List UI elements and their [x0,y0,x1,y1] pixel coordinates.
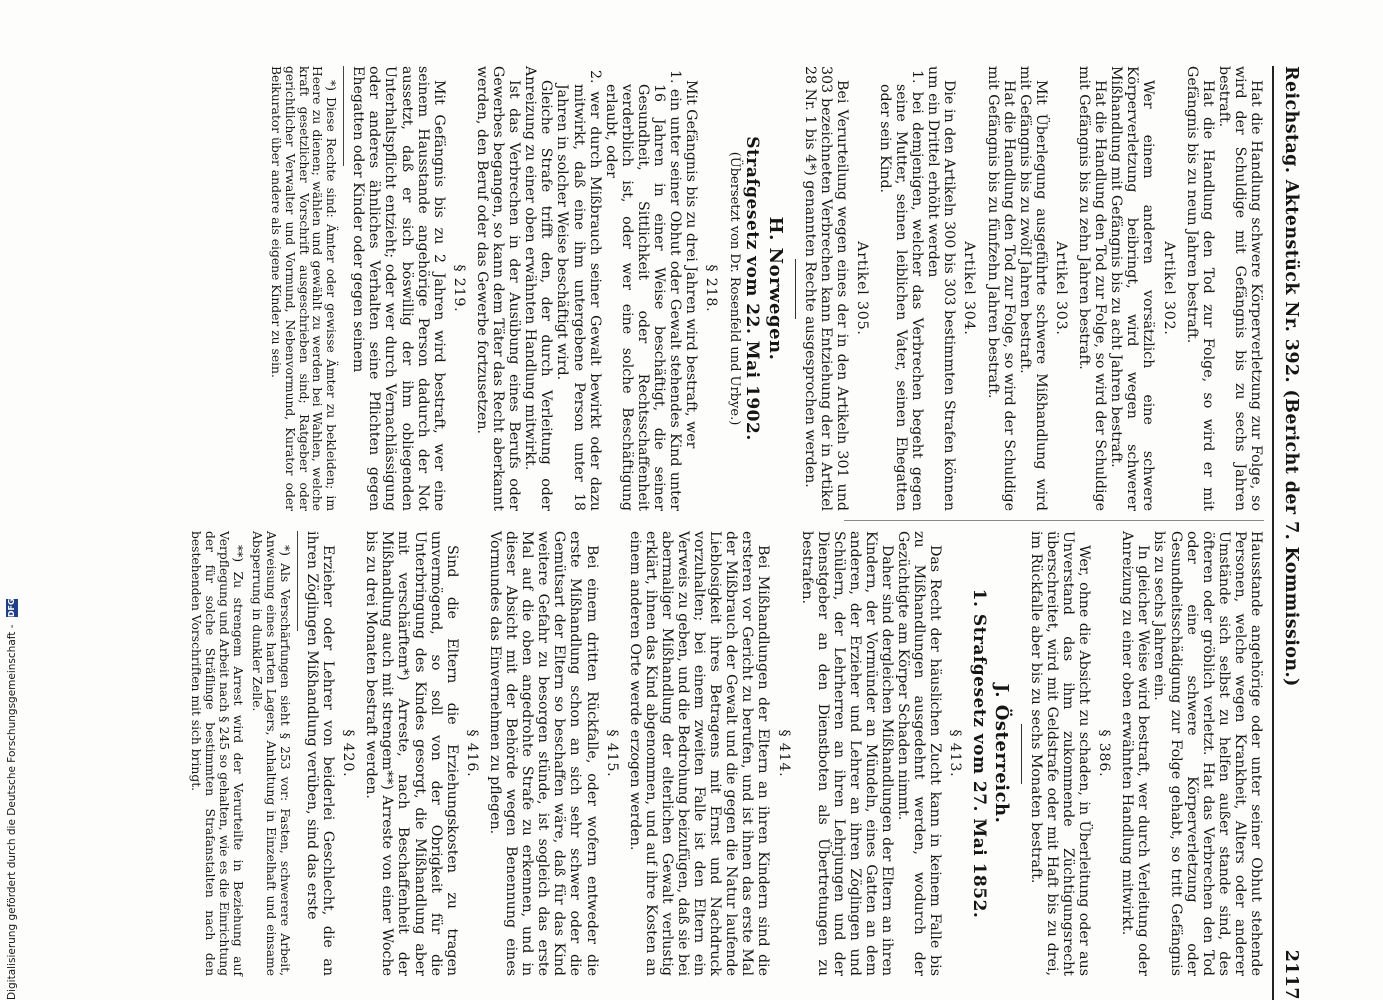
header-rule [1272,66,1274,1000]
digitization-credit [2,0,22,1000]
paragraph: Mit Gefängnis bis zu drei Jahren wird bestraft, wer [683,80,700,449]
paragraph: Hat die Handlung den Tod zur Folge, so wird er mit Gefängnis bis zu neun Jahren bestraft. [1183,66,1216,511]
paragraph: Hat die Handlung schwere Körperverletzung zur Folge, so wird der Schuldige mit Gefängnis bis zu sechs Jahren bestraft. [1215,66,1264,511]
paragraph-number: § 420. [340,729,357,778]
paragraph: Hausstande angehörige oder unter seiner Obhut stehende Personen, welche wegen Krankheit, Alters oder anderer Umstände sich selbst zu helfen außer stande sind, des öfteren oder gröblich verletzt. Hat das Verbrechen den Tod oder eine schwere Körperverletzung oder Gesundheitsschädigung zur Folge gehabt, so tritt Gefängnis bis zu sechs Jahren ein. [1151,531,1264,976]
footnote: *) Als Verschärfungen sieht § 253 vor: Fasten, schwerere Arbeit, Anweisung eines harten Lagers, Anhaltung in Einzelhaft und einsame Absperrung in dunkler Zelle. [250,531,292,976]
article-heading: Artikel 304. [961,241,978,336]
paragraph: Bei einem dritten Rückfalle, oder wofern entweder die erste Mißhandlung schon an sich sehr schwer oder die Gemütsart der Eltern so beschaffen wäre, daß für das Kind weitere Gefahr zu besorgen stünde, ist sogleich das erste Mal auf die oben angedrohte Strafe zu erkennen, und in dieser Absicht mit der Behörde wegen Benennung eines Vormundes das Einvernehmen zu pflegen. [486,531,600,976]
paragraph: Bei Mißhandlungen der Eltern an ihren Kindern sind die ersteren vor Gericht zu berufen, und ist ihnen das erste Mal der Mißbrauch der Gewalt und die gegen die Natur laufende Lieblosigkeit ihres Betragens mit Ernst und Nachdruck vorzuhalten; bei einem zweiten Falle ist den Eltern ein Verweis zu geben, und die Bedrohung beizufügen, daß sie bei abermaliger Mißhandlung der elterlichen Gewalt verlustig erklärt, ihnen das Kind abgenommen, und auf ihre Kosten an einem anderen Orte werde erzogen werden. [626,531,772,976]
paragraph: Wer, ohne die Absicht zu schaden, in Überleitung oder aus Unverstand das ihm zukommende Züchtigungsrecht überschreitet, wird mit Geldstrafe oder mit Haft bis zu drei, im Rückfalle aber bis zu sechs Monaten bestraft. [1027,531,1093,976]
law-title: Strafgesetz vom 22. Mai 1902. [742,136,763,441]
article-heading: Artikel 302. [1160,241,1177,336]
list-item: 1. bei demjenigen, welcher das Verbrechen begeht gegen seine Mutter, seinen leiblichen Vater, seinen Ehegatten oder sein Kind. [877,70,926,511]
paragraph: Bei Verurteilung wegen eines der in den Artikeln 301 und 303 bezeichneten Verbrechen kann Entziehung der in Artikel 28 Nr. 1 bis 4*) genannten Rechte ausgesprochen werden. [801,66,850,511]
paragraph: In gleicher Weise wird bestraft, wer durch Verleitung oder Anreizung zu einer oben erwähnten Handlung mitwirkt. [1119,531,1152,976]
footnote-rule [343,66,344,166]
left-column [268,66,1264,511]
paragraph: Daher sind dergleichen Mißhandlungen der Eltern an ihren Kindern, der Vormünder an Mündeln, eines Gatten an dem anderen, der Erzieher und Lehrer an ihren Zöglingen und Schülern, der Lehrherren an ihren Lehrjungen und der Dienstgeber an den Dienstboten als Übertretungen zu bestrafen. [798,531,896,976]
paragraph-number: § 415. [603,729,620,778]
footnote: *) Diese Rechte sind: Ämter oder gewisse Ämter zu bekleiden; im Heere zu dienen; wählen und gewählt zu werden bei Wahlen, welche kraft gesetzlicher Vorschrift ausgeschrieben sind; Ratgeber oder gerichtlicher Verwalter und Vormund, Nebenvormund, Kurator oder Beikurator über andere als eigene Kinder zu sein. [269,66,339,511]
right-column [188,531,1264,976]
credit-text: Digitalisierung gefördert durch die Deutsche Forschungsgemeinschaft - [6,624,18,1000]
article-heading: Artikel 303. [1052,241,1069,336]
paragraph: Gleiche Strafe trifft den, der durch Verleitung oder Anreizung zu einer oben erwähnten Handlung mitwirkt. [522,66,555,511]
section-heading-norwegen: H. Norwegen. [764,216,786,361]
footnote: **) Zu strengem Arrest wird der Verurteilte in Beziehung auf Verpflegung und Arbeit nach § 245 so gehalten, wie es die Einrichtung der für solche Sträflinge bestimmten Strafanstalten nach den bestehenden Vorschriften mit sich bringt. [189,531,245,976]
paragraph: Erzieher oder Lehrer von beiderlei Geschlecht, die an ihren Zöglingen Mißhandlung verüben, sind das erste [304,531,337,976]
paragraph-number: § 218. [703,264,720,313]
column-divider [844,520,1264,521]
rotated-document-page [122,66,1302,1000]
paragraph: Mit Überlegung ausgeführte schwere Mißhandlung wird mit Gefängnis bis zu zwölf Jahren bestraft. [1016,66,1049,511]
paragraph: Ist das Verbrechen in der Ausübung eines Berufs oder Gewerbes begangen, so kann dem Täter das Recht aberkannt werden, den Beruf oder das Gewerbe fortzusetzen. [473,66,523,511]
law-title: 1. Strafgesetz vom 27. Mai 1852. [968,588,989,919]
header-title: Reichstag. Aktenstück Nr. 392. (Bericht der 7. Kommission.) [1281,66,1301,687]
article-heading: Artikel 305. [853,241,870,336]
paragraph: Das Recht der häuslichen Zucht kann in keinem Falle bis zu Mißhandlungen ausgedehnt werden, wodurch der Gezüchtigte am Körper Schaden nimmt. [895,531,944,976]
paragraph: Hat die Handlung den Tod zur Folge, so wird der Schuldige mit Gefängnis bis zu fünfzehn Jahren bestraft. [984,66,1017,511]
paragraph-number: § 386. [1096,729,1113,778]
running-header [1276,66,1302,1000]
section-separator [1021,724,1022,784]
paragraph: Hat die Handlung den Tod zur Folge, so wird der Schuldige mit Gefängnis bis zu zehn Jahren bestraft. [1076,66,1109,511]
paragraph-number: § 414. [775,729,792,778]
list-item: 1. ein unter seiner Obhut oder Gewalt stehendes Kind unter 16 Jahren in einer Weise beschäftigt, die seiner Gesundheit, Sittlichkeit oder Rechtsschaffenheit verderblich ist, oder wer eine solche Beschäftigung erlaubt, oder [602,70,684,511]
dfg-logo: DFG [7,598,16,618]
section-heading-oesterreich: J. Österreich. [990,683,1012,824]
paragraph: Die in den Artikeln 300 bis 303 bestimmten Strafen können um ein Drittel erhöht werden [925,66,958,511]
paragraph: Sind die Eltern die Erziehungskosten zu tragen unvermögend, so soll von der Obrigkeit für die Unterbringung des Kindes gesorgt, die Mißhandlung aber mit verschärftem*) Arreste, nach Beschaffenheit der Mißhandlung auch mit strengem**) Arreste von einer Woche bis zu drei Monaten bestraft werden. [363,531,460,976]
paragraph: Wer einem anderen vorsätzlich eine schwere Körperverletzung beibringt, wird wegen schwerer Mißhandlung mit Gefängnis bis zu acht Jahren bestraft. [1108,66,1157,511]
list-item: 2. wer durch Mißbrauch seiner Gewalt bewirkt oder dazu mitwirkt, daß eine ihm untergebene Person unter 18 Jahren in solcher Weise beschäftigt wird. [554,70,603,511]
section-separator [795,259,796,319]
translation-note: (Übersetzt von Dr. Rosenfeld und Urbye.) [727,151,743,426]
page-number: 2117 [1281,949,1301,1000]
paragraph: Mit Gefängnis bis zu 2 Jahren wird bestraft, wer eine seinem Hausstande angehörige Person dadurch der Not aussetzt, daß er sich böswillig der ihm obliegenden Unterhaltspflicht entzieht; oder wer durch Vernachlässigung oder anderes ähnliches Verhalten seine Pflichten gegen Ehegatten oder Kinder oder gegen seinem [350,66,447,511]
paragraph-number: § 219. [450,264,467,313]
footnote-rule [297,531,298,631]
paragraph-number: § 413. [947,729,964,778]
paragraph-number: § 416. [463,729,480,778]
